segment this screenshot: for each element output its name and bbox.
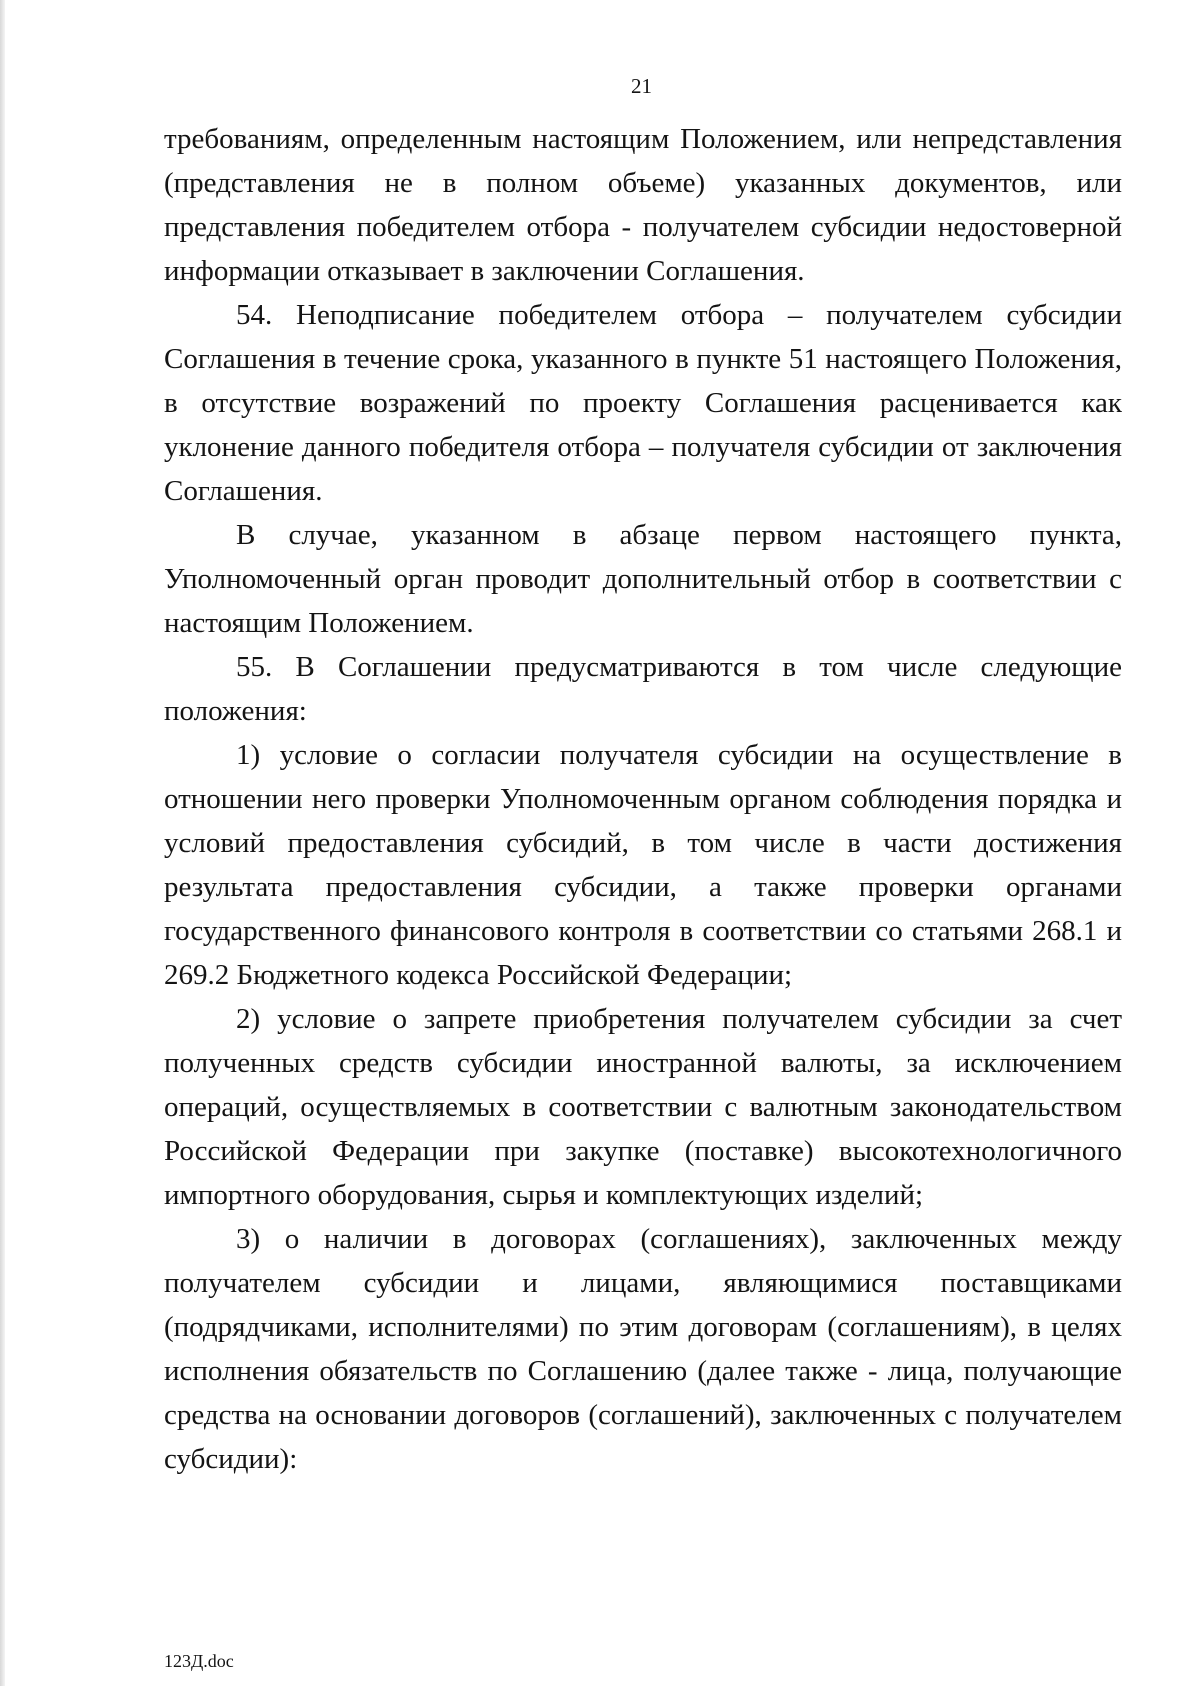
paragraph-item-54: 54. Неподписание победителем отбора – получателем субсидии Соглашения в течение срока, указанного в пункте 51 настоящего Положения, в отсутствие возражений по проекту Соглашения расценивается как уклонение данного победителя отбора – получателя субсидии от заключения Соглашения. <box>164 299 1122 507</box>
subitem-1: 1) условие о согласии получателя субсидии на осуществление в отношении него проверки Уполномоченным органом соблюдения порядка и условий предоставления субсидий, в том числе в части достижения результата предоставления субсидии, а также проверки органами государственного финансового контроля в соответствии со статьями 268.1 и 269.2 Бюджетного кодекса Российской Федерации; <box>164 739 1122 991</box>
document-body <box>164 117 1122 1481</box>
paragraph-continuation: требованиям, определенным настоящим Положением, или непредставления (представления не в полном объеме) указанных документов, или представления победителем отбора - получателем субсидии недостоверной информации отказывает в заключении Соглашения. <box>164 123 1122 287</box>
paragraph-item-54-case: В случае, указанном в абзаце первом настоящего пункта, Уполномоченный орган проводит дополнительный отбор в соответствии с настоящим Положением. <box>164 519 1122 639</box>
subitem-2: 2) условие о запрете приобретения получателем субсидии за счет полученных средств субсидии иностранной валюты, за исключением операций, осуществляемых в соответствии с валютным законодательством Российской Федерации при закупке (поставке) высокотехнологичного импортного оборудования, сырья и комплектующих изделий; <box>164 1003 1122 1211</box>
subitem-3: 3) о наличии в договорах (соглашениях), заключенных между получателем субсидии и лицами, являющимися поставщиками (подрядчиками, исполнителями) по этим договорам (соглашениям), в целях исполнения обязательств по Соглашению (далее также - лица, получающие средства на основании договоров (соглашений), заключенных с получателем субсидии): <box>164 1223 1122 1475</box>
paragraph-item-55: 55. В Соглашении предусматриваются в том числе следующие положения: <box>164 651 1122 727</box>
scan-left-edge <box>0 0 5 1686</box>
footer-filename: 123Д.doc <box>164 1651 234 1671</box>
page-number: 21 <box>631 74 652 98</box>
